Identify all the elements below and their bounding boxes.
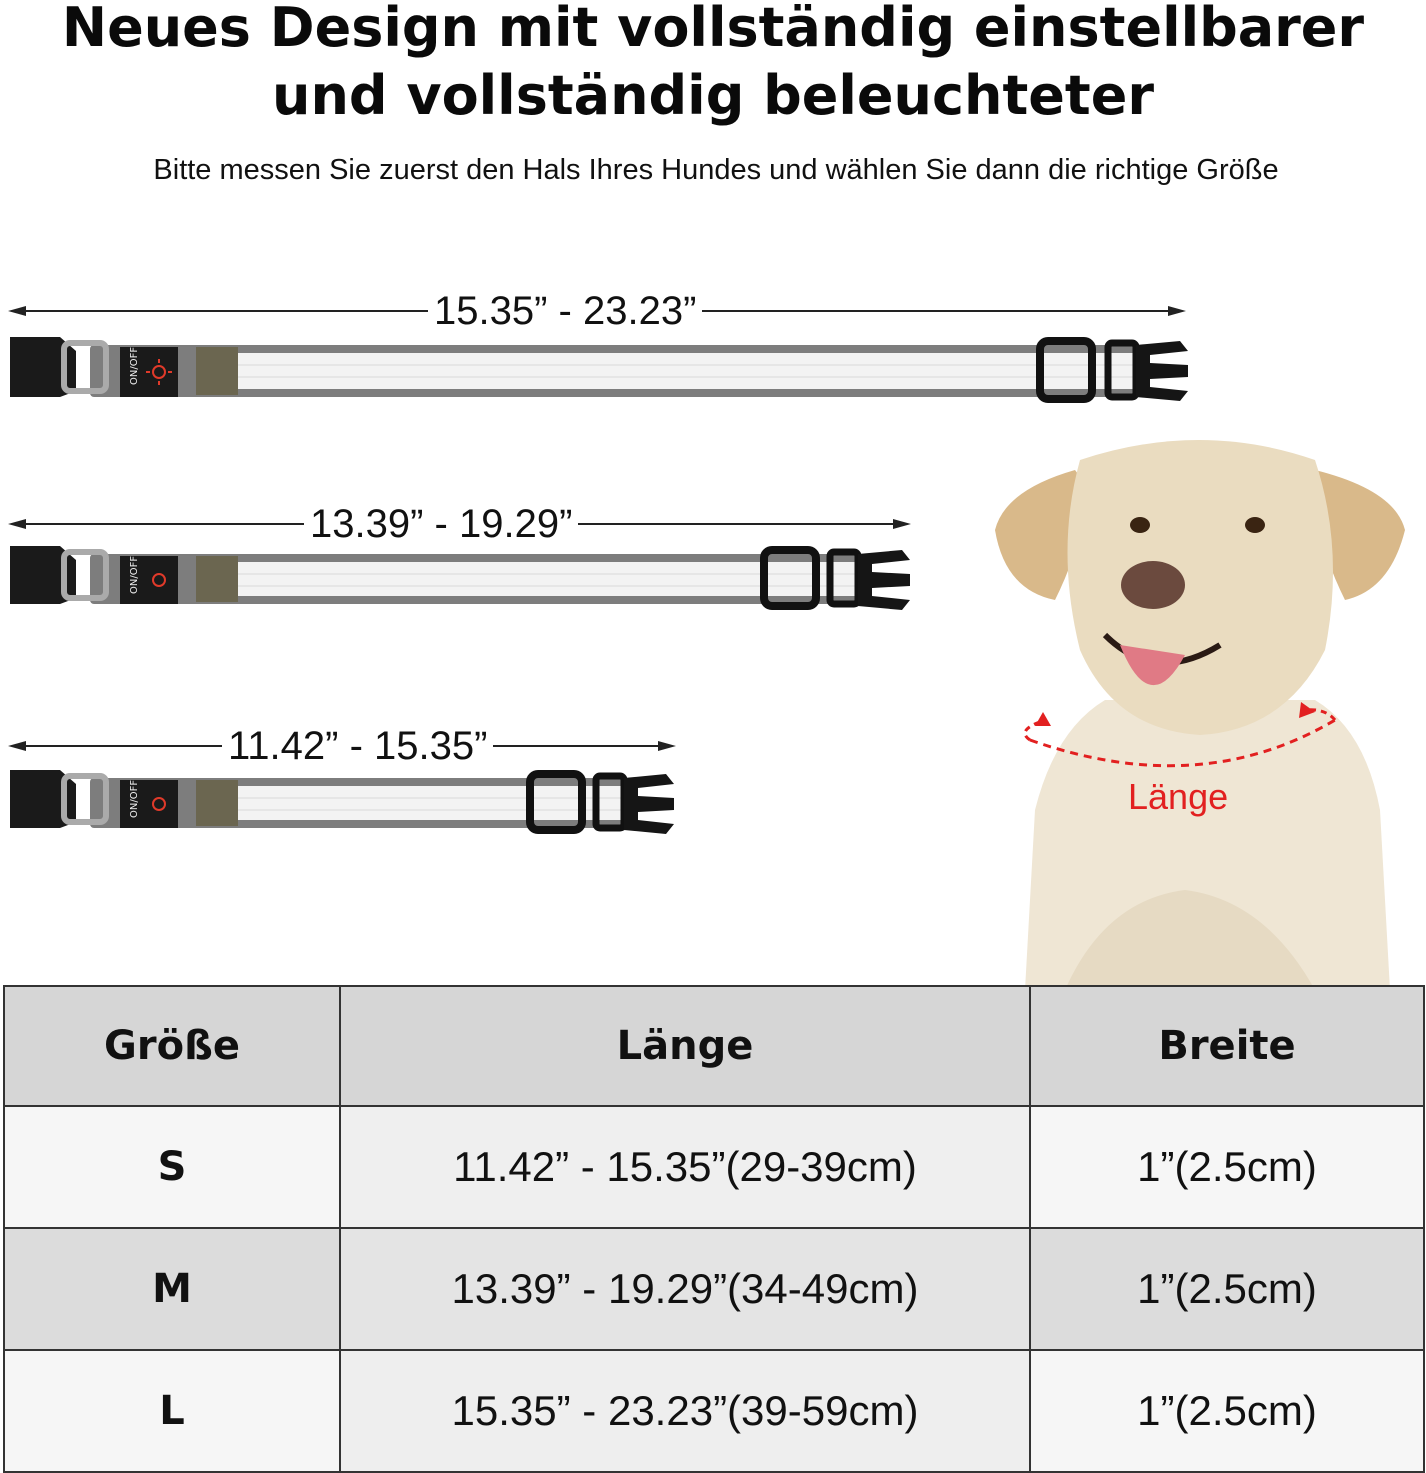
- size-cell: S: [4, 1106, 340, 1228]
- size-cell: M: [4, 1228, 340, 1350]
- arrow-up-icon: [1035, 712, 1051, 726]
- size-cell: L: [4, 1350, 340, 1472]
- size-m-range-label: 13.39” - 19.29”: [304, 502, 578, 546]
- size-s-range-label: 11.42” - 15.35”: [222, 724, 493, 768]
- column-header-size: Größe: [4, 986, 340, 1106]
- arrow-left-icon: [8, 741, 26, 751]
- width-cell: 1”(2.5cm): [1030, 1106, 1424, 1228]
- release-buckle-icon: [858, 550, 910, 610]
- arrow-right-icon: [1168, 306, 1186, 316]
- column-header-length: Länge: [340, 986, 1030, 1106]
- size-table: [3, 985, 1425, 1473]
- size-l-range-label: 15.35” - 23.23”: [428, 289, 702, 333]
- dog-nose: [1121, 561, 1185, 609]
- power-button-label: ON/OFF: [129, 779, 140, 818]
- width-cell: 1”(2.5cm): [1030, 1228, 1424, 1350]
- arrow-left-icon: [8, 519, 26, 529]
- power-button-label: ON/OFF: [129, 346, 140, 385]
- title-line-1: Neues Design mit vollständig einstellbarer: [61, 0, 1365, 59]
- table-row: [4, 1350, 1424, 1472]
- release-buckle-icon: [624, 774, 674, 834]
- table-row: [4, 1228, 1424, 1350]
- neck-length-label: Länge: [1128, 776, 1229, 817]
- page-subtitle: Bitte messen Sie zuerst den Hals Ihres Hundes und wählen Sie dann die richtige Größe: [153, 154, 1279, 186]
- dog-head: [1068, 440, 1334, 735]
- led-strip: [238, 353, 1138, 389]
- release-buckle-icon: [1136, 341, 1188, 401]
- dog-eye-left: [1130, 517, 1150, 533]
- length-cell: 13.39” - 19.29”(34-49cm): [340, 1228, 1030, 1350]
- length-cell: 11.42” - 15.35”(29-39cm): [340, 1106, 1030, 1228]
- table-row: [4, 1106, 1424, 1228]
- power-button-label: ON/OFF: [129, 555, 140, 594]
- arrow-right-icon: [658, 741, 676, 751]
- led-strip: [238, 786, 628, 820]
- dog-eye-right: [1245, 517, 1265, 533]
- table-header-row: [4, 986, 1424, 1106]
- title-line-2: und vollständig beleuchteter: [272, 64, 1154, 127]
- page-title: [0, 0, 1426, 130]
- length-cell: 15.35” - 23.23”(39-59cm): [340, 1350, 1030, 1472]
- arrow-left-icon: [8, 306, 26, 316]
- width-cell: 1”(2.5cm): [1030, 1350, 1424, 1472]
- dog-illustration: [985, 430, 1426, 990]
- arrow-right-icon: [893, 519, 911, 529]
- column-header-width: Breite: [1030, 986, 1424, 1106]
